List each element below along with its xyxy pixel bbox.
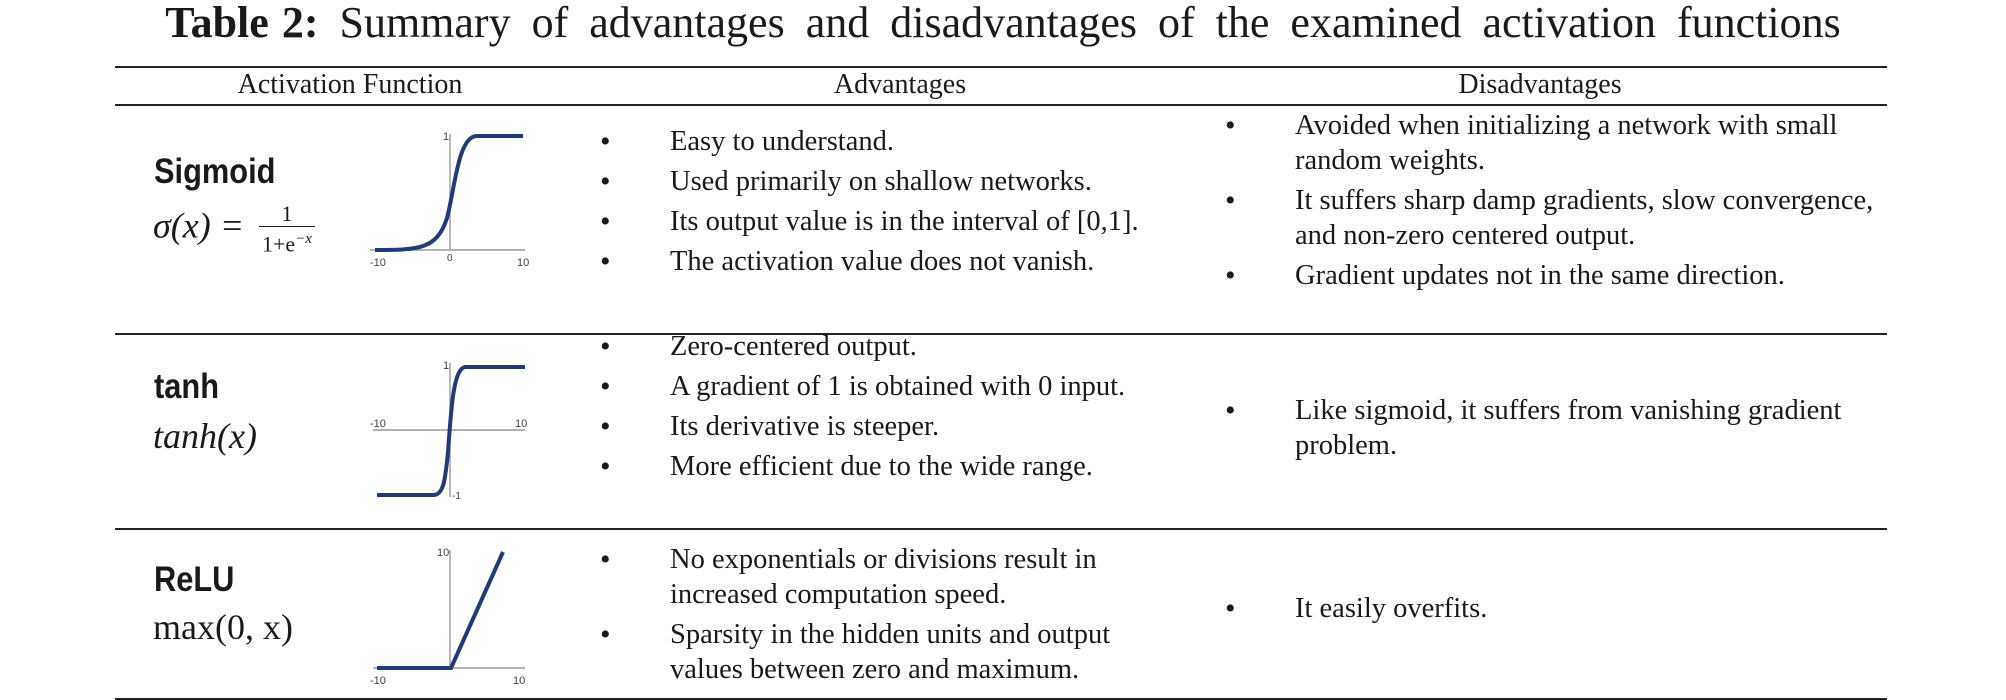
disadvantage-item: • Avoided when initializing a network with small random weights.	[1225, 108, 1875, 178]
function-name: tanh	[154, 367, 220, 406]
function-name: Sigmoid	[154, 152, 276, 191]
table-caption	[0, 0, 2006, 46]
relu-graph	[365, 544, 535, 694]
formula-text: tanh(x)	[153, 416, 257, 456]
advantage-item: • Its derivative is steeper.	[600, 409, 1190, 444]
advantages-list	[600, 124, 1190, 284]
tick-label-ybottom: -1	[452, 491, 461, 502]
advantage-item: • Zero-centered output.	[600, 329, 1190, 364]
tick-label-ytop: 1	[443, 131, 450, 143]
table-caption-text: Summary of advantages and disadvantages of the examined activation functions	[339, 0, 1841, 47]
table-row-relu	[115, 530, 1887, 696]
function-formula	[153, 606, 293, 648]
sigmoid-graph	[365, 128, 535, 288]
tick-label-xmin: -10	[370, 418, 386, 430]
advantage-item: • Easy to understand.	[600, 124, 1190, 159]
advantage-item: • Used primarily on shallow networks.	[600, 164, 1190, 199]
disadvantages-list	[1225, 591, 1875, 631]
table-caption-label: Table 2:	[165, 0, 319, 47]
sigmoid-curve	[375, 136, 523, 250]
tick-label-ytop: 10	[437, 547, 450, 559]
function-name: ReLU	[154, 560, 235, 599]
disadvantage-item: • It suffers sharp damp gradients, slow convergence, and non-zero centered output.	[1225, 183, 1875, 253]
header-advantages: Advantages	[833, 69, 967, 100]
header-activation-function: Activation Function	[237, 69, 463, 100]
advantages-list	[600, 329, 1190, 489]
disadvantages-list	[1225, 393, 1875, 468]
advantage-item: • More efficient due to the wide range.	[600, 449, 1190, 484]
tick-label-xmin: -10	[370, 257, 386, 269]
function-formula	[153, 202, 315, 256]
disadvantages-list	[1225, 108, 1875, 298]
table-row-sigmoid	[115, 106, 1887, 333]
relu-curve	[377, 552, 503, 668]
advantage-item: • Sparsity in the hidden units and output values between zero and maximum.	[600, 617, 1190, 687]
advantage-item: • The activation value does not vanish.	[600, 244, 1190, 279]
tick-label-origin: 0	[447, 253, 453, 264]
advantages-list	[600, 542, 1190, 692]
denominator-exponent: −x	[295, 231, 312, 247]
tick-label-xmax: 10	[517, 257, 530, 269]
formula-numerator: 1	[259, 202, 315, 227]
formula-fraction	[259, 202, 315, 256]
disadvantage-item: • It easily overfits.	[1225, 591, 1875, 626]
advantage-item: • A gradient of 1 is obtained with 0 input.	[600, 369, 1190, 404]
function-formula	[153, 415, 257, 457]
tick-label-xmax: 10	[513, 675, 526, 687]
tick-label-ytop: 1	[443, 360, 450, 372]
formula-lhs: σ(x) =	[153, 205, 245, 246]
tanh-curve	[377, 367, 528, 495]
disadvantage-item: • Gradient updates not in the same direction.	[1225, 258, 1875, 293]
advantage-item: • Its output value is in the interval of [0,1].	[600, 204, 1190, 239]
tanh-graph	[365, 357, 535, 507]
formula-text: max(0, x)	[153, 607, 293, 647]
formula-denominator	[259, 227, 315, 256]
tick-label-xmax: 10	[515, 418, 528, 430]
table-row-tanh	[115, 331, 1887, 528]
advantage-item: • No exponentials or divisions result in increased computation speed.	[600, 542, 1190, 612]
header-disadvantages: Disadvantages	[1458, 69, 1622, 100]
disadvantage-item: • Like sigmoid, it suffers from vanishing gradient problem.	[1225, 393, 1875, 463]
denominator-base: 1+e	[262, 231, 296, 257]
tick-label-xmin: -10	[370, 675, 386, 687]
